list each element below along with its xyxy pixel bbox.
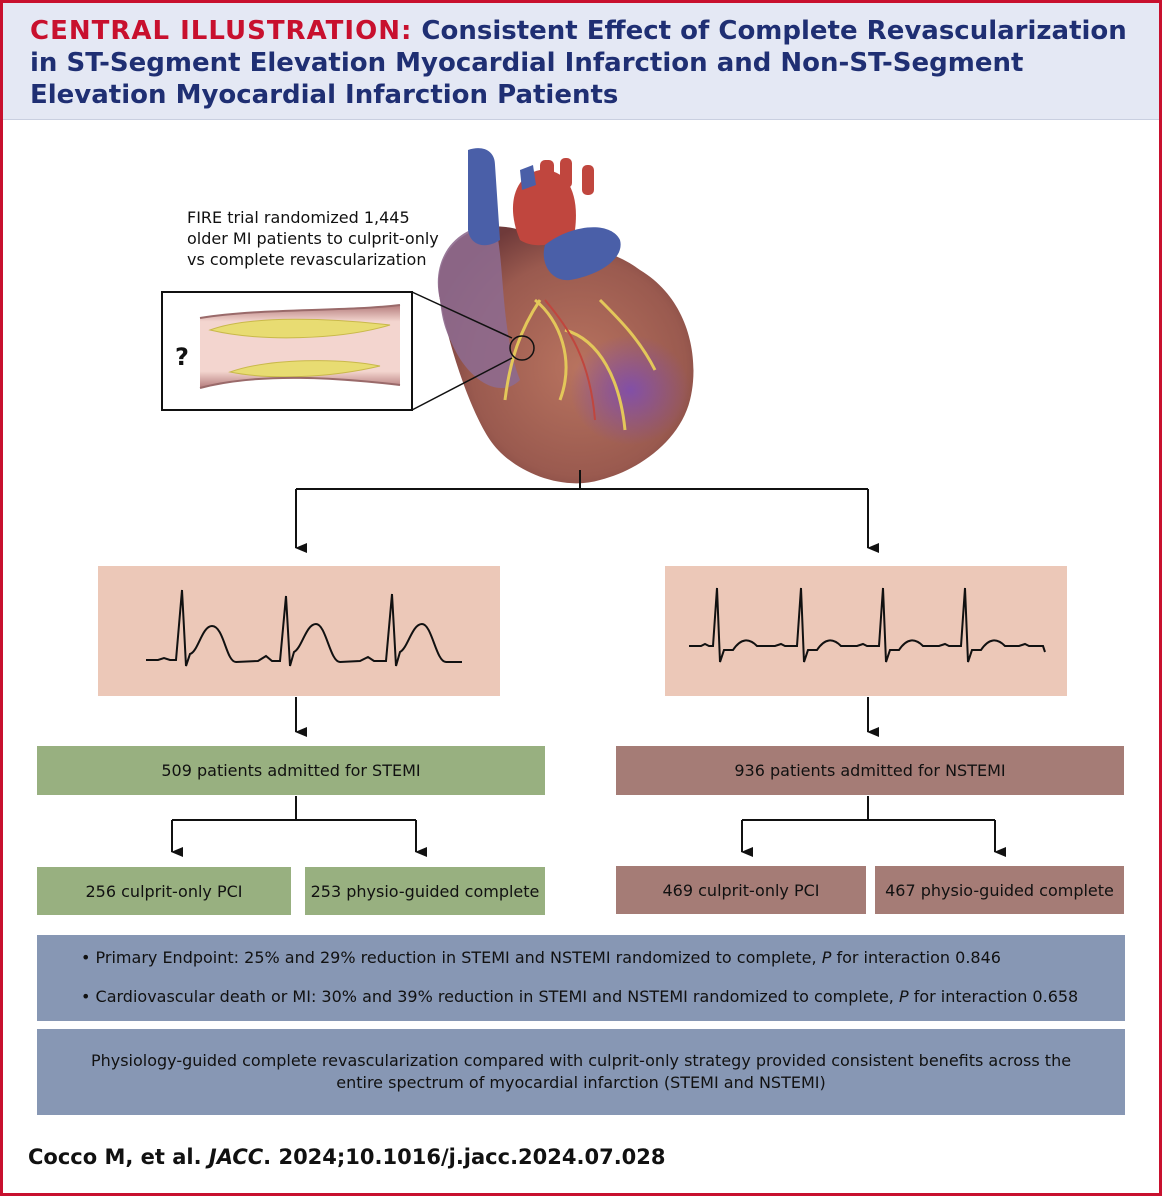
nstemi-admitted-bar: 936 patients admitted for NSTEMI — [616, 746, 1124, 795]
title-text: Consistent Effect of Complete Revascularization in ST-Segment Elevation Myocardial Infarction and Non-ST-Segment Elevation Myocardial Infarction Patients — [30, 16, 1127, 110]
citation: Cocco M, et al. JACC. 2024;10.1016/j.jacc.2024.07.028 — [28, 1145, 666, 1169]
title-kicker: CENTRAL ILLUSTRATION: — [30, 16, 413, 46]
stemi-ecg-trace — [98, 566, 500, 696]
conclusion-text: Physiology-guided complete revascularization compared with culprit-only strategy provided consistent benefits across the entire spectrum of myocardial infarction (STEMI and NSTEMI) — [90, 1051, 1072, 1092]
nstemi-ecg-panel — [665, 566, 1067, 696]
cv-death-mi-bullet: • Cardiovascular death or MI: 30% and 39% reduction in STEMI and NSTEMI randomized to complete, P for interaction 0.658 — [81, 987, 1079, 1006]
journal-name: JACC — [208, 1145, 264, 1169]
bullet-dot: • — [81, 948, 96, 967]
nstemi-ecg-trace — [665, 566, 1067, 696]
results-panel — [37, 935, 1125, 1021]
stemi-complete-box: 253 physio-guided complete — [305, 867, 545, 915]
stemi-admitted-bar: 509 patients admitted for STEMI — [37, 746, 545, 795]
nstemi-culprit-only-box: 469 culprit-only PCI — [616, 866, 866, 914]
heart-illustration — [438, 148, 694, 483]
bullet-dot: • — [81, 987, 96, 1006]
stemi-ecg-panel — [98, 566, 500, 696]
conclusion-panel — [37, 1029, 1125, 1115]
trial-note: FIRE trial randomized 1,445 older MI patients to culprit-only vs complete revascularization — [187, 208, 439, 269]
stemi-culprit-only-box: 256 culprit-only PCI — [37, 867, 291, 915]
primary-endpoint-bullet: • Primary Endpoint: 25% and 29% reduction in STEMI and NSTEMI randomized to complete, P for interaction 0.846 — [81, 948, 1001, 967]
nstemi-complete-box: 467 physio-guided complete — [875, 866, 1124, 914]
question-mark: ? — [175, 343, 189, 371]
stenosed-artery-illustration — [200, 305, 400, 388]
